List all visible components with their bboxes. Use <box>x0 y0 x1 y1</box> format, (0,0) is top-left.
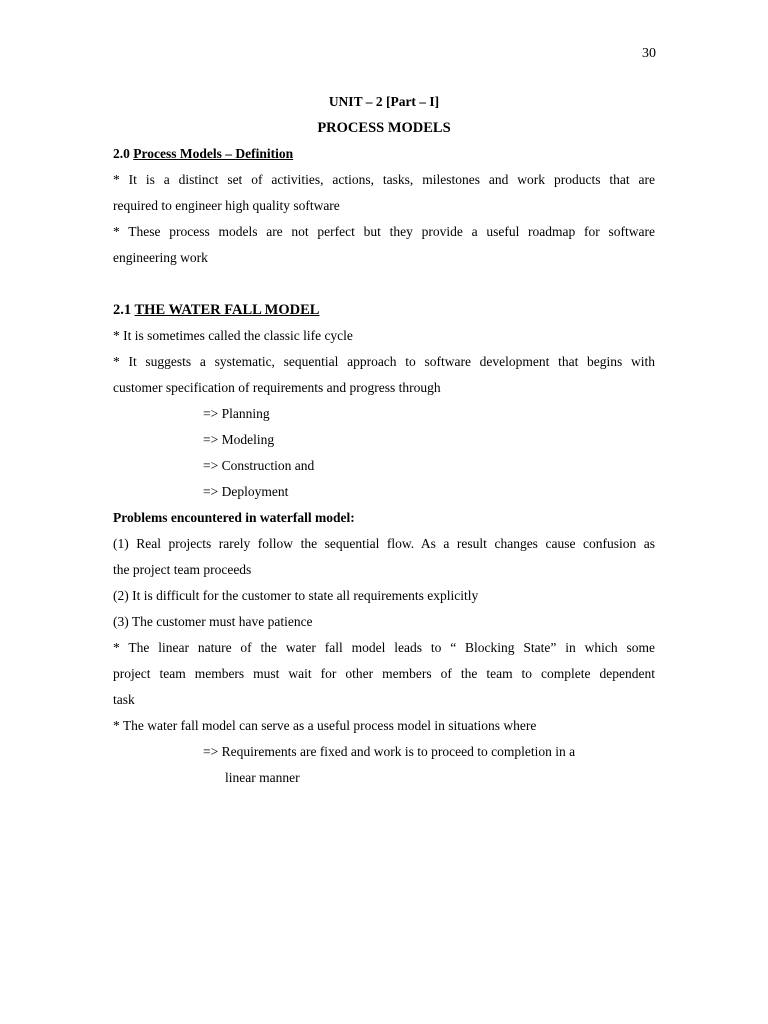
section-2-1-number: 2.1 <box>113 302 135 318</box>
section-2-0-number: 2.0 <box>113 146 134 161</box>
page-number: 30 <box>642 46 656 61</box>
section-2-0-title: Process Models – Definition <box>133 146 294 161</box>
blocking-state-line-1: * The linear nature of the water fall model leads to “ Blocking State” in which some <box>113 640 655 655</box>
problems-heading: Problems encountered in waterfall model: <box>113 510 355 525</box>
roadmap-line-2: engineering work <box>113 250 208 265</box>
phase-modeling: => Modeling <box>203 432 275 447</box>
sequential-approach-line-1: * It suggests a systematic, sequential approach to software development that begins with <box>113 354 655 369</box>
unit-heading: UNIT – 2 [Part – I] <box>328 94 440 109</box>
definition-line-1: * It is a distinct set of activities, actions, tasks, milestones and work products that are <box>113 172 655 187</box>
definition-line-2: required to engineer high quality software <box>113 198 340 213</box>
phase-planning: => Planning <box>203 406 270 421</box>
section-2-0-heading <box>113 141 655 167</box>
sequential-approach-line-2: customer specification of requirements and progress through <box>113 380 441 395</box>
section-2-1-heading <box>113 297 655 323</box>
phase-deployment: => Deployment <box>203 484 289 499</box>
page-title: PROCESS MODELS <box>317 120 451 136</box>
section-2-1-title: THE WATER FALL MODEL <box>134 302 320 318</box>
blocking-state-line-2: project team members must wait for other members of the team to complete dependent <box>113 666 655 681</box>
classic-life-cycle-point: * It is sometimes called the classic life cycle <box>113 328 353 343</box>
problem-1-line-1: (1) Real projects rarely follow the sequential flow. As a result changes cause confusion as <box>113 536 655 551</box>
problem-3: (3) The customer must have patience <box>113 614 313 629</box>
page-content <box>113 89 655 791</box>
useful-model-line: * The water fall model can serve as a useful process model in situations where <box>113 718 537 733</box>
situation-line-2: linear manner <box>225 770 300 785</box>
phase-construction: => Construction and <box>203 458 315 473</box>
roadmap-line-1: * These process models are not perfect but they provide a useful roadmap for software <box>113 224 655 239</box>
problem-2: (2) It is difficult for the customer to state all requirements explicitly <box>113 588 479 603</box>
problem-1-line-2: the project team proceeds <box>113 562 252 577</box>
section-spacer <box>113 271 655 297</box>
blocking-state-line-3: task <box>113 692 135 707</box>
situation-line-1: => Requirements are fixed and work is to proceed to completion in a <box>203 744 576 759</box>
